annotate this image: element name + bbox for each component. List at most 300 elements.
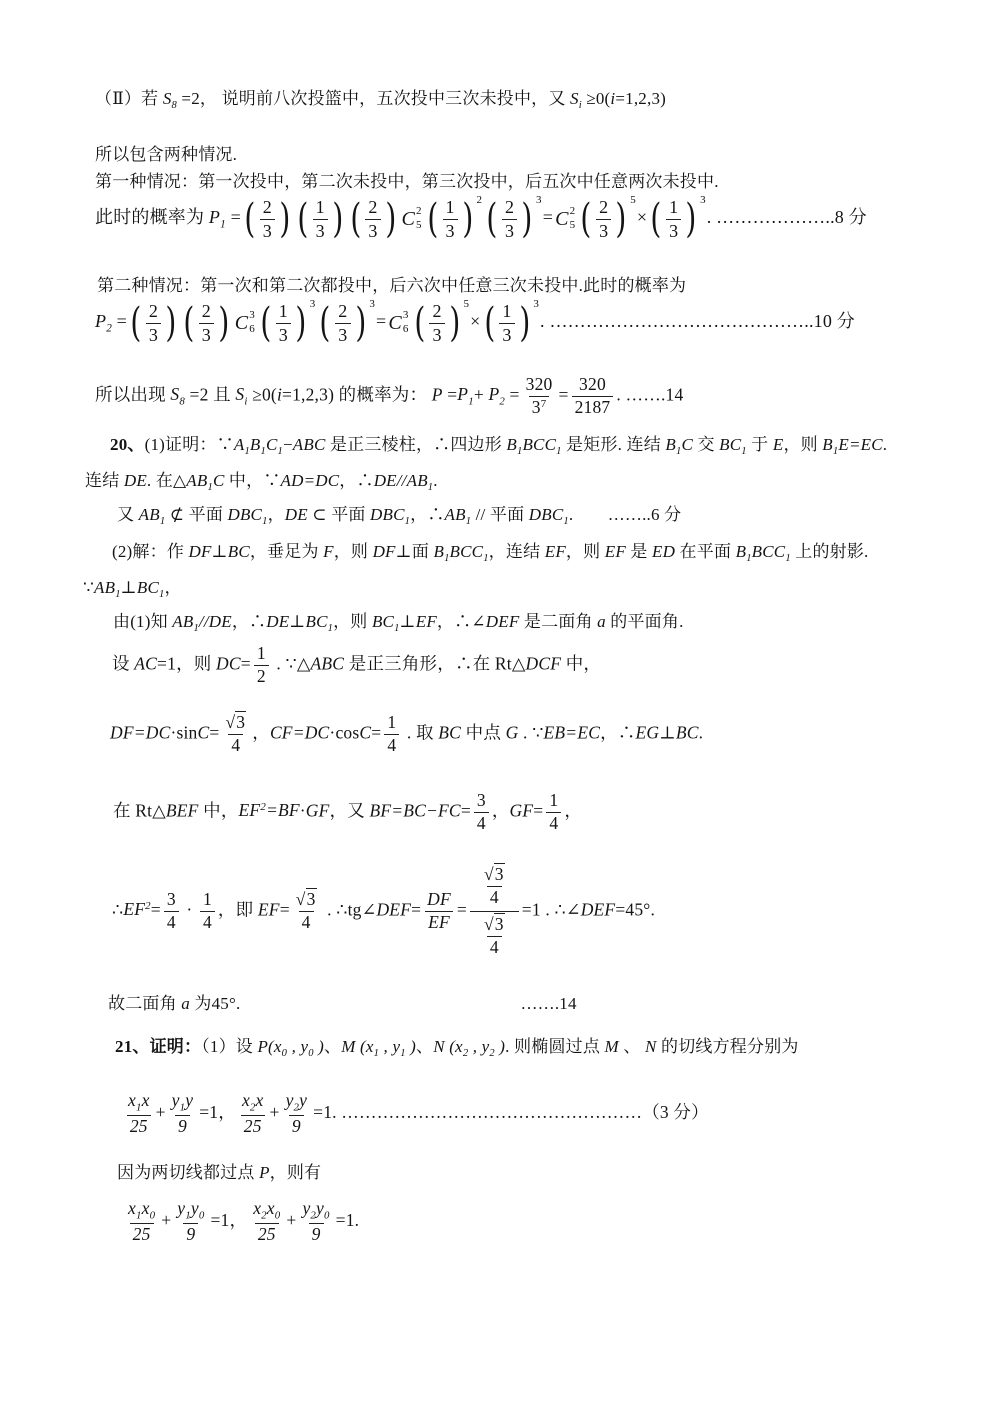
text: 、: [618, 1037, 646, 1056]
paren-fraction: [484, 196, 542, 242]
numerator: $x_1x_0$: [128, 1198, 156, 1222]
text: 所以出现: [95, 384, 171, 405]
left-paren: (: [427, 196, 439, 242]
denominator: 3: [596, 219, 611, 243]
numerator: 2: [599, 197, 609, 217]
numerator: 1: [549, 790, 559, 810]
text: =: [460, 800, 471, 821]
text: 在平面: [675, 542, 736, 561]
math-text: $DE\perp BC_1$: [266, 612, 334, 635]
combination-letter: C: [401, 207, 415, 230]
text: ⊂ 平面: [307, 505, 371, 524]
math-text: $EF^2=BF$: [238, 800, 300, 821]
left-paren: (: [244, 196, 256, 242]
solution-line: [113, 790, 582, 835]
solution-line: [115, 1032, 799, 1059]
text: 21、证明：: [115, 1037, 202, 1056]
text: =: [411, 899, 422, 920]
paren-fraction: [128, 300, 179, 346]
denominator: 3: [260, 219, 275, 243]
text: ·sin: [170, 722, 198, 743]
text: . ∴tg∠: [322, 899, 377, 920]
solution-line: [95, 140, 237, 165]
math-text: $EF^2$: [123, 899, 151, 920]
text: 所以包含两种情况.: [95, 145, 238, 164]
text: ，: [564, 800, 583, 821]
text: ，: [252, 722, 270, 743]
text: 中点: [461, 722, 506, 743]
numerator: 1: [278, 301, 288, 321]
math-text: DEF: [376, 899, 412, 920]
right-paren: ): [518, 300, 530, 346]
math-text: ABC: [310, 653, 345, 674]
fraction: [123, 1090, 155, 1138]
math-text: $AB_1$: [444, 505, 472, 528]
math-text: $AB_1//DE$: [172, 612, 232, 635]
right-paren: ): [295, 300, 307, 346]
math-text: M ($x_1$ , $y_1$ ): [341, 1037, 416, 1060]
text: =1.: [335, 1209, 360, 1230]
math-text: $P_2$: [95, 311, 112, 335]
left-paren: (: [486, 196, 498, 242]
text: =: [371, 722, 382, 743]
left-paren: (: [130, 300, 142, 346]
math-text: $DBC_1$: [370, 505, 411, 528]
denominator: $3^7$: [529, 396, 550, 419]
math-text: GF: [509, 800, 534, 821]
math-text: E: [772, 435, 784, 454]
fraction: [281, 1090, 313, 1138]
fraction: [172, 1198, 209, 1246]
text: 因为两切线都过点: [117, 1163, 260, 1182]
exponent: 5: [463, 298, 470, 310]
text: ·: [299, 800, 306, 821]
text: =1 . ∴∠: [521, 899, 581, 920]
fraction: [162, 889, 181, 934]
combination-letter: C: [234, 311, 249, 334]
text: （1）设: [201, 1037, 258, 1056]
text: 、: [416, 1037, 434, 1056]
numerator: $y_2y_0$: [302, 1198, 330, 1222]
math-text: $P_1$: [208, 207, 226, 231]
math-text: $B_1E=EC$: [822, 435, 883, 458]
math-text: EG⊥BC: [635, 722, 699, 743]
solution-line: [113, 607, 684, 634]
text: ×: [470, 311, 481, 332]
math-text: $B_1BCC_1$: [506, 435, 562, 458]
fraction: [472, 790, 491, 835]
text: 连结: [85, 471, 124, 490]
denominator: 3: [313, 219, 328, 243]
text: 上的射影.: [790, 542, 869, 561]
text: ∴: [112, 899, 124, 920]
text: =: [558, 384, 569, 405]
text: =: [504, 384, 520, 405]
paren-fraction: [348, 196, 399, 242]
solution-line: [97, 271, 686, 296]
math-text: $AB_1\perp BC_1$: [94, 578, 165, 601]
text: 于: [746, 435, 773, 454]
solution-line: [85, 466, 438, 493]
text: 是正三棱柱，∴四边形: [325, 435, 507, 454]
solution-line: [117, 500, 681, 527]
numerator: 2: [338, 301, 348, 321]
text: 是二面角: [519, 612, 598, 631]
upper-index: 2: [415, 205, 422, 218]
text: 为45°.: [189, 994, 241, 1013]
lower-index: 5: [415, 219, 422, 231]
text: 20、: [110, 435, 145, 454]
paren-fraction: [242, 196, 293, 242]
text: ，∴: [231, 612, 267, 631]
text: =: [209, 722, 220, 743]
text: =: [376, 311, 387, 332]
lower-index: 6: [402, 323, 409, 335]
denominator: 4: [546, 812, 561, 835]
numerator: 1: [387, 712, 397, 732]
numerator: DF: [427, 888, 451, 909]
text: +: [269, 1101, 280, 1122]
text: 是正三角形，∴在 Rt△: [344, 653, 526, 674]
text: ⊄ 平面: [165, 505, 228, 524]
text: . 取: [402, 722, 439, 743]
math-text: DE: [284, 505, 308, 524]
text: (2)解：作: [112, 542, 189, 561]
solution-line: [112, 862, 655, 961]
text: ≥0(: [581, 89, 611, 108]
left-paren: (: [483, 300, 495, 346]
math-text: G: [505, 722, 519, 743]
combination-symbol: [388, 309, 408, 337]
math-text: EF: [604, 542, 626, 561]
fraction: [570, 374, 616, 419]
math-text: DE: [123, 471, 147, 490]
text: +: [155, 1101, 166, 1122]
math-text: BC: [438, 722, 462, 743]
exponent: 3: [369, 298, 376, 310]
math-text: $S_i$: [235, 384, 248, 408]
fraction: [237, 1090, 269, 1138]
numerator: 3: [166, 888, 176, 909]
math-text: BF=BC−FC: [369, 800, 461, 821]
left-paren: (: [349, 196, 362, 242]
denominator: 3: [499, 323, 514, 347]
text: ·cos: [329, 722, 360, 743]
right-paren: ): [384, 196, 397, 242]
text: // 平面: [471, 505, 529, 524]
text: . …….14: [616, 384, 684, 405]
text: ，∴: [339, 471, 374, 490]
text: +: [473, 384, 489, 405]
text: ，又: [329, 800, 370, 821]
fraction: [479, 864, 510, 909]
text: =1,2,3) 的概率为：: [282, 384, 432, 405]
solution-line: [112, 537, 869, 564]
right-paren: ): [165, 300, 177, 346]
text: 第二种情况：第一次和第二次都投中，后六次中任意三次未投中.此时的概率为: [97, 276, 687, 295]
solution-line: [95, 374, 683, 419]
text: ，: [267, 505, 285, 524]
math-text: $DE//AB_1$: [373, 471, 434, 494]
left-paren: (: [183, 300, 195, 346]
exponent: 3: [309, 298, 316, 310]
text: 的平面角.: [605, 612, 684, 631]
paren-fraction: [648, 196, 706, 242]
upper-index: 3: [402, 309, 409, 322]
text: =45°.: [615, 899, 656, 920]
numerator: 2: [432, 301, 442, 321]
text: 是矩形. 连结: [561, 435, 666, 454]
math-text: AD=DC: [280, 471, 340, 490]
numerator: √3: [225, 712, 246, 732]
paren-fraction: [181, 300, 232, 346]
math-text: i: [610, 89, 616, 108]
text: 、: [324, 1037, 342, 1056]
math-text: $DBC_1$: [528, 505, 569, 528]
text: .: [698, 722, 704, 743]
right-paren: ): [332, 196, 344, 242]
text: ，∴: [600, 722, 636, 743]
numerator: $y_2y$: [285, 1090, 308, 1114]
text: 面: [411, 542, 434, 561]
text: ·: [181, 899, 197, 920]
text: ，即: [217, 899, 258, 920]
fraction: [248, 1198, 285, 1246]
text: +: [286, 1209, 297, 1230]
paren-fraction: [317, 300, 375, 346]
denominator: 9: [309, 1223, 324, 1246]
fraction: [291, 889, 322, 934]
combination-symbol: [401, 205, 421, 233]
text: 第一种情况：第一次投中，第二次未投中，第三次投中，后五次中任意两次未投中.: [95, 172, 719, 191]
right-paren: ): [521, 196, 533, 242]
lower-index: 5: [569, 219, 576, 231]
solution-line: [108, 989, 577, 1014]
denominator: EF: [425, 911, 453, 934]
math-text: $S_i$: [570, 89, 582, 112]
denominator: 2: [254, 665, 269, 688]
denominator: 4: [200, 911, 215, 934]
denominator: 4: [384, 734, 399, 757]
fraction: [521, 374, 558, 419]
denominator: 4: [299, 911, 314, 934]
numerator: 1: [445, 197, 455, 217]
fraction: [198, 889, 217, 934]
text: =2， 说明前八次投篮中，五次投中三次未投中，又: [176, 89, 571, 108]
right-paren: ): [615, 196, 627, 242]
numerator: 3: [476, 790, 486, 810]
numerator: $y_1y_0$: [177, 1198, 205, 1222]
denominator: 3: [199, 323, 214, 347]
denominator: 3: [335, 323, 350, 347]
math-text: M: [604, 1037, 619, 1056]
math-text: EB=EC: [543, 722, 601, 743]
numerator: √3: [295, 888, 316, 909]
paren-fraction: [412, 300, 470, 346]
math-text: $S_8$: [162, 89, 177, 112]
text: =: [240, 653, 251, 674]
solution-line: [110, 430, 887, 457]
text: =: [442, 384, 458, 405]
math-text: N: [645, 1037, 657, 1056]
text: =2 且: [184, 384, 236, 405]
numerator: $y_1y$: [171, 1090, 194, 1114]
text: =1，: [199, 1101, 236, 1122]
math-text: $B_1BCC_1$: [433, 542, 489, 565]
denominator: 3: [276, 323, 291, 347]
math-text: EF: [257, 899, 280, 920]
math-text: CF=DC: [269, 722, 330, 743]
text: 是: [625, 542, 653, 561]
solution-line: [112, 643, 601, 688]
paren-fraction: [258, 300, 316, 346]
text: =: [533, 800, 544, 821]
math-text: GF: [305, 800, 330, 821]
text: ，垂足为: [249, 542, 324, 561]
combination-letter: C: [555, 207, 569, 230]
numerator: 1: [256, 643, 266, 663]
math-text: DF=DC: [110, 722, 171, 743]
text: ∵: [83, 578, 95, 597]
fraction: [544, 790, 563, 835]
exponent: 3: [700, 194, 706, 206]
denominator: 9: [289, 1115, 304, 1138]
denominator: 25: [127, 1115, 151, 1138]
right-paren: ): [449, 300, 461, 346]
math-text: $AB_1$: [138, 505, 166, 528]
left-paren: (: [413, 300, 426, 346]
text: 又: [117, 505, 139, 524]
numerator: $x_1x$: [128, 1090, 150, 1114]
solution-line: [95, 300, 855, 346]
denominator: 4: [228, 734, 243, 757]
math-text: $P_1$: [457, 384, 474, 408]
text: 故二面角: [108, 994, 182, 1013]
exponent: 3: [533, 298, 540, 310]
text: ×: [636, 207, 648, 228]
numerator: 2: [262, 197, 272, 217]
text: . ……………………………………..10 分: [540, 311, 855, 332]
text: 的切线方程分别为: [656, 1037, 799, 1056]
text: ≥0(: [247, 384, 277, 405]
denominator: 9: [175, 1115, 190, 1138]
math-text: EF: [544, 542, 566, 561]
numerator: 1: [315, 197, 325, 217]
text: =: [111, 311, 128, 332]
denominator: 4: [164, 911, 179, 934]
text: 设: [112, 653, 135, 674]
denominator: 3: [365, 219, 380, 243]
math-text: $DBC_1$: [227, 505, 268, 528]
numerator: 1: [502, 301, 512, 321]
text: =: [225, 207, 241, 228]
text: ，: [491, 800, 510, 821]
math-text: DC: [216, 653, 241, 674]
solution-line: [95, 196, 867, 242]
text: 在 Rt△: [113, 800, 166, 821]
math-text: BEF: [165, 800, 199, 821]
denominator: 25: [130, 1223, 154, 1246]
left-paren: (: [297, 196, 309, 242]
text: 交: [693, 435, 720, 454]
numerator: $x_2x$: [241, 1090, 264, 1114]
text: =: [150, 899, 161, 920]
text: =1，: [210, 1209, 248, 1230]
text: ，连结: [488, 542, 545, 561]
text: . ………………..8 分: [706, 207, 867, 228]
text: =1，则: [157, 653, 217, 674]
left-paren: (: [319, 300, 331, 346]
combination-symbol: [235, 309, 255, 337]
fraction: [479, 914, 510, 959]
text: =: [542, 207, 554, 228]
numerator: 1: [202, 888, 212, 909]
math-text: $S_8$: [170, 384, 185, 408]
text: ，∴∠: [436, 612, 486, 631]
denominator: 4: [474, 812, 489, 835]
math-text: N ($x_2$ , $y_2$ ): [433, 1037, 506, 1060]
right-paren: ): [279, 196, 291, 242]
solution-line: [95, 84, 666, 111]
numerator: 2: [368, 197, 378, 217]
text: 中，: [198, 800, 239, 821]
math-text: $B_1BCC_1$: [735, 542, 791, 565]
text: . 则椭圆过点: [505, 1037, 605, 1056]
denominator: 2187: [572, 396, 614, 419]
left-paren: (: [580, 196, 592, 242]
text: =1. ……………………………………………（3 分）: [313, 1101, 709, 1122]
text: ，∴: [410, 505, 445, 524]
math-text: P: [431, 384, 443, 405]
numerator: 320: [525, 374, 553, 394]
numerator: 2: [148, 301, 159, 321]
fraction: [252, 643, 271, 688]
denominator: 3: [443, 219, 458, 243]
math-text: a: [181, 994, 190, 1013]
math-text: $P(x_0$ , $y_0$ ): [257, 1037, 325, 1060]
math-text: $B_1C$: [665, 435, 694, 458]
text: . 在△: [146, 471, 187, 490]
solution-line: [122, 1090, 709, 1138]
denominator: 3: [502, 219, 517, 243]
text: +: [161, 1209, 172, 1230]
text: .: [433, 471, 438, 490]
math-text: ABC: [292, 435, 326, 454]
math-text: a: [597, 612, 606, 631]
denominator: 3: [146, 323, 161, 347]
text: （Ⅱ）若: [95, 89, 163, 108]
text: =: [279, 899, 290, 920]
denominator: 9: [183, 1223, 198, 1246]
denominator: 3: [429, 323, 444, 347]
denominator: 4: [487, 936, 502, 959]
right-paren: ): [462, 196, 474, 242]
math-text: DEF: [580, 899, 616, 920]
math-text: P: [259, 1163, 270, 1182]
text: 由(1)知: [113, 612, 173, 631]
left-paren: (: [650, 196, 662, 242]
math-text: DCF: [525, 653, 562, 674]
math-text: i: [276, 384, 282, 405]
denominator: 4: [487, 886, 502, 909]
text: ，则: [333, 612, 372, 631]
math-text: F: [323, 542, 334, 561]
text: −: [282, 435, 293, 454]
math-text: AC: [134, 653, 158, 674]
solution-line: [110, 712, 703, 757]
solution-line: [117, 1158, 321, 1183]
right-paren: ): [685, 196, 697, 242]
